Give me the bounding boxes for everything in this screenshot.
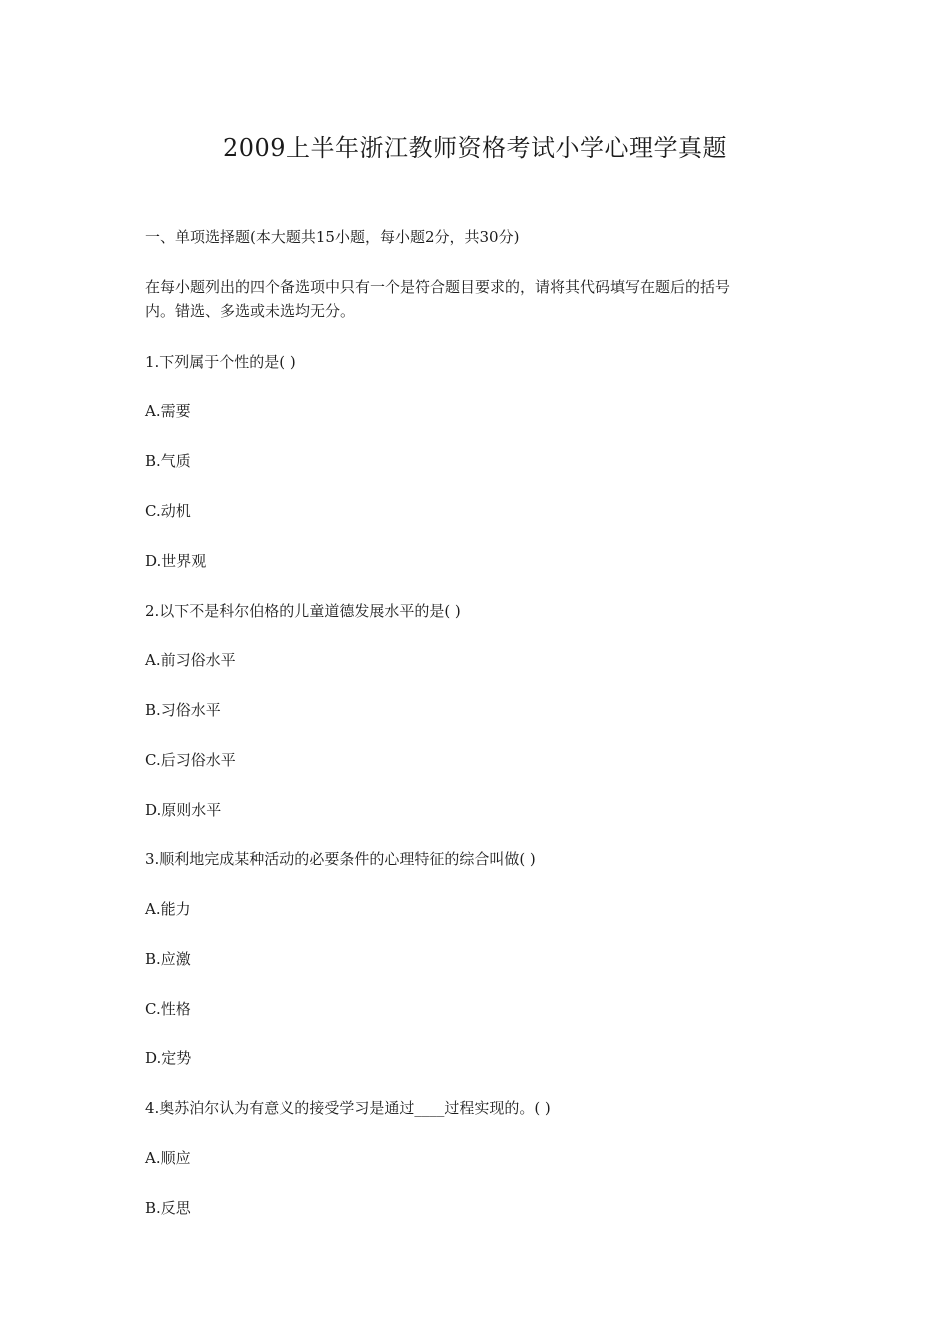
question-1-option-c: C.动机 <box>145 502 191 520</box>
question-stem-3: 3.顺利地完成某种活动的必要条件的心理特征的综合叫做( ) <box>145 850 536 868</box>
question-stem-4: 4.奥苏泊尔认为有意义的接受学习是通过____过程实现的。( ) <box>145 1099 551 1117</box>
question-2-option-a: A.前习俗水平 <box>145 651 236 669</box>
instructions-line-1: 在每小题列出的四个备选项中只有一个是符合题目要求的，请将其代码填写在题后的括号 <box>145 278 731 296</box>
instructions-line-2: 内。错选、多选或未选均无分。 <box>145 302 356 320</box>
question-2-option-b: B.习俗水平 <box>145 701 221 719</box>
question-3-option-d: D.定势 <box>145 1049 192 1067</box>
question-stem-1: 1.下列属于个性的是( ) <box>145 353 296 371</box>
question-stem-2: 2.以下不是科尔伯格的儿童道德发展水平的是( ) <box>145 602 461 620</box>
section-heading: 一、单项选择题(本大题共15小题，每小题2分，共30分) <box>145 228 520 246</box>
question-4-option-a: A.顺应 <box>145 1149 191 1167</box>
question-3-option-b: B.应激 <box>145 950 191 968</box>
question-2-option-c: C.后习俗水平 <box>145 751 236 769</box>
question-1-option-a: A.需要 <box>145 402 191 420</box>
question-3-option-a: A.能力 <box>145 900 191 918</box>
question-3-option-c: C.性格 <box>145 1000 191 1018</box>
question-1-option-b: B.气质 <box>145 452 191 470</box>
question-2-option-d: D.原则水平 <box>145 801 222 819</box>
question-1-option-d: D.世界观 <box>145 552 207 570</box>
document-title: 2009上半年浙江教师资格考试小学心理学真题 <box>222 134 728 162</box>
question-4-option-b: B.反思 <box>145 1199 191 1217</box>
